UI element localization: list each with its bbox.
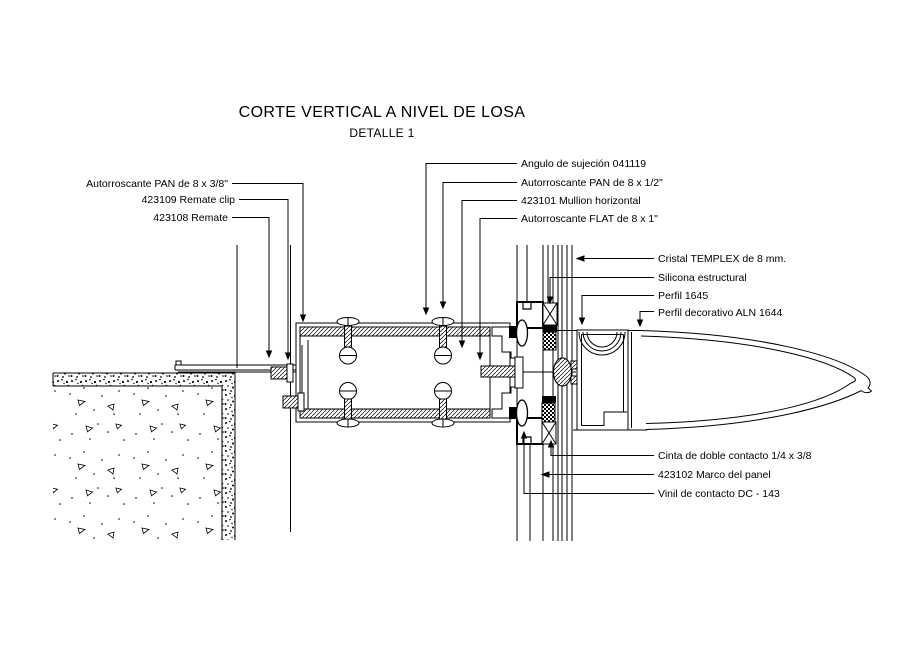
label-remate: 423108 Remate: [153, 212, 228, 224]
leader-cristal-templex: [577, 256, 654, 261]
label-autorroscante-pan-1-2: Autorroscante PAN de 8 x 1/2": [521, 177, 663, 189]
aln-1644-decorative-fin: [641, 331, 872, 430]
construction-lines: [237, 245, 291, 532]
label-vinil-de-contacto: Vinil de contacto DC - 143: [658, 488, 780, 500]
mullion-bottom-wall-hatch: [300, 409, 490, 418]
label-angulo-sujecion: Angulo de sujeción 041119: [521, 158, 647, 170]
slab-concrete-fill: [53, 386, 222, 540]
label-autorroscante-flat: Autorroscante FLAT de 8 x 1": [521, 213, 658, 225]
glass-pane-lines: [553, 245, 572, 541]
structural-silicone-top: [543, 332, 556, 350]
leader-remate: [232, 218, 272, 358]
label-marco-del-panel: 423102 Marco del panel: [658, 469, 771, 481]
label-perfil-decorativo-aln: Perfil decorativo ALN 1644: [658, 307, 783, 319]
concrete-slab: [53, 373, 235, 540]
label-remate-clip: 423109 Remate clip: [141, 194, 235, 206]
double-contact-tape-top: [543, 303, 557, 325]
leader-marco-del-panel: [542, 472, 654, 477]
panel-frame-lines: [517, 245, 548, 541]
label-cristal-templex: Cristal TEMPLEX de 8 mm.: [658, 253, 787, 265]
label-cinta-doble-contacto: Cinta de doble contacto 1/4 x 3/8: [658, 450, 812, 462]
drawing-title: CORTE VERTICAL A NIVEL DE LOSA: [238, 104, 526, 121]
leader-cinta-doble-contacto: [549, 441, 655, 456]
leader-silicona: [548, 278, 655, 304]
leader-perfil-decorativo: [638, 312, 655, 327]
leader-pan-1-2: [441, 183, 518, 309]
structural-silicone-bottom: [542, 403, 555, 422]
label-mullion-horizontal: 423101 Mullion horizontal: [521, 195, 641, 207]
label-autorroscante-pan-3-8: Autorroscante PAN de 8 x 3/8": [86, 178, 228, 190]
mullion-horizontal-box: [296, 323, 510, 422]
label-silicona-estructural: Silicona estructural: [658, 272, 747, 284]
label-perfil-1645: Perfil 1645: [658, 290, 709, 302]
drawing-subtitle: DETALLE 1: [349, 126, 415, 140]
leader-remate-clip: [239, 200, 291, 360]
leader-angulo-sujecion: [424, 164, 518, 315]
gasket-bottom: [542, 396, 556, 403]
double-contact-tape-bottom: [542, 422, 556, 444]
